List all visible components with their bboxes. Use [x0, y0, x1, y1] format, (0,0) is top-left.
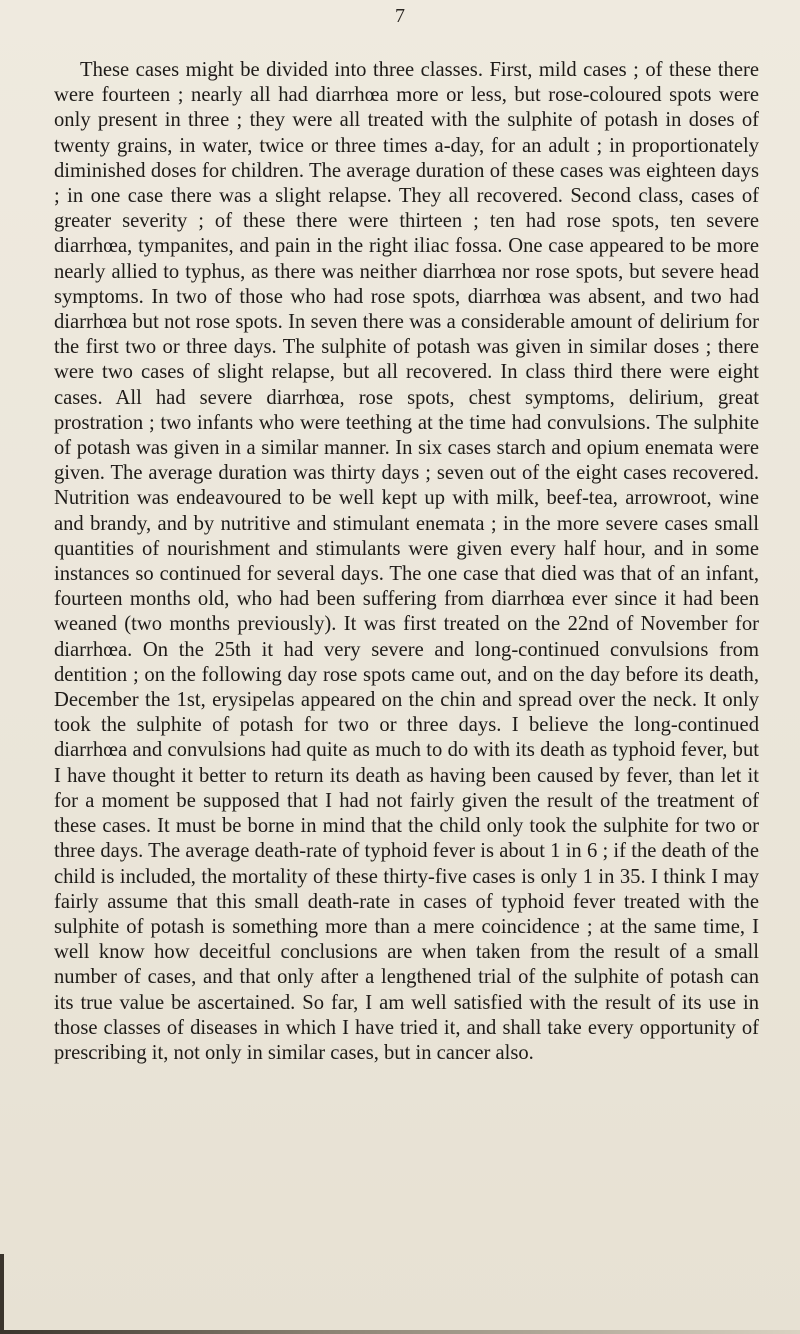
- page-bottom-edge: [0, 1330, 800, 1334]
- page-number: 7: [395, 5, 405, 22]
- page-edge-shadow: [0, 1254, 4, 1334]
- body-paragraph: These cases might be divided into three classes. First, mild cases ; of these there were fourteen ; nearly all had diarrhœa more or less, but rose-coloured spots were only present in three ; they were all treated with the sulphite of potash in doses of twenty grains, in water, twice or three times a-day, for an adult ; in proportionately diminished doses for children. The average duration of these cases was eighteen days ; in one case there was a slight relapse. They all recovered. Second class, cases of greater severity ; of these there were thirteen ; ten had rose spots, ten severe diarrhœa, tympanites, and pain in the right iliac fossa. One case appeared to be more nearly allied to typhus, as there was neither diarrhœa nor rose spots, but severe head symptoms. In two of those who had rose spots, diarrhœa was absent, and two had diarrhœa but not rose spots. In seven there was a considerable amount of delirium for the first two or three days. The sulphite of potash was given in similar doses ; there were two cases of slight relapse, but all recovered. In class third there were eight cases. All had severe diarrhœa, rose spots, chest symptoms, delirium, great prostration ; two infants who were teething at the time had convulsions. The sulphite of potash was given in a similar manner. In six cases starch and opium enemata were given. The average duration was thirty days ; seven out of the eight cases recovered. Nutrition was endeavoured to be well kept up with milk, beef-tea, arrowroot, wine and brandy, and by nutritive and stimulant enemata ; in the more severe cases small quantities of nourishment and stimulants were given every half hour, and in some instances so continued for several days. The one case that died was that of an infant, fourteen months old, who had been suffering from diarrhœa ever since it had been weaned (two months previously). It was first treated on the 22nd of November for diarrhœa. On the 25th it had very severe and long-continued convulsions from dentition ; on the following day rose spots came out, and on the day before its death, December the 1st, erysipelas appeared on the chin and spread over the neck. It only took the sulphite of potash for two or three days. I believe the long-continued diarrhœa and convulsions had quite as much to do with its death as typhoid fever, but I have thought it better to return its death as having been caused by fever, than let it for a moment be supposed that I had not fairly given the result of the treatment of these cases. It must be borne in mind that the child only took the sulphite for two or three days. The average death-rate of typhoid fever is about 1 in 6 ; if the death of the child is included, the mortality of these thirty-five cases is only 1 in 35. I think I may fairly assume that this small death-rate in cases of typhoid fever treated with the sulphite of potash is something more than a mere coincidence ; at the same time, I well know how deceitful conclusions are when taken from the result of a small number of cases, and that only after a lengthened trial of the sulphite of potash can its true value be ascertained. So far, I am well satisfied with the result of its use in those classes of diseases in which I have tried it, and shall take every opportunity of prescribing it, not only in similar cases, but in cancer also.: [54, 59, 759, 1064]
